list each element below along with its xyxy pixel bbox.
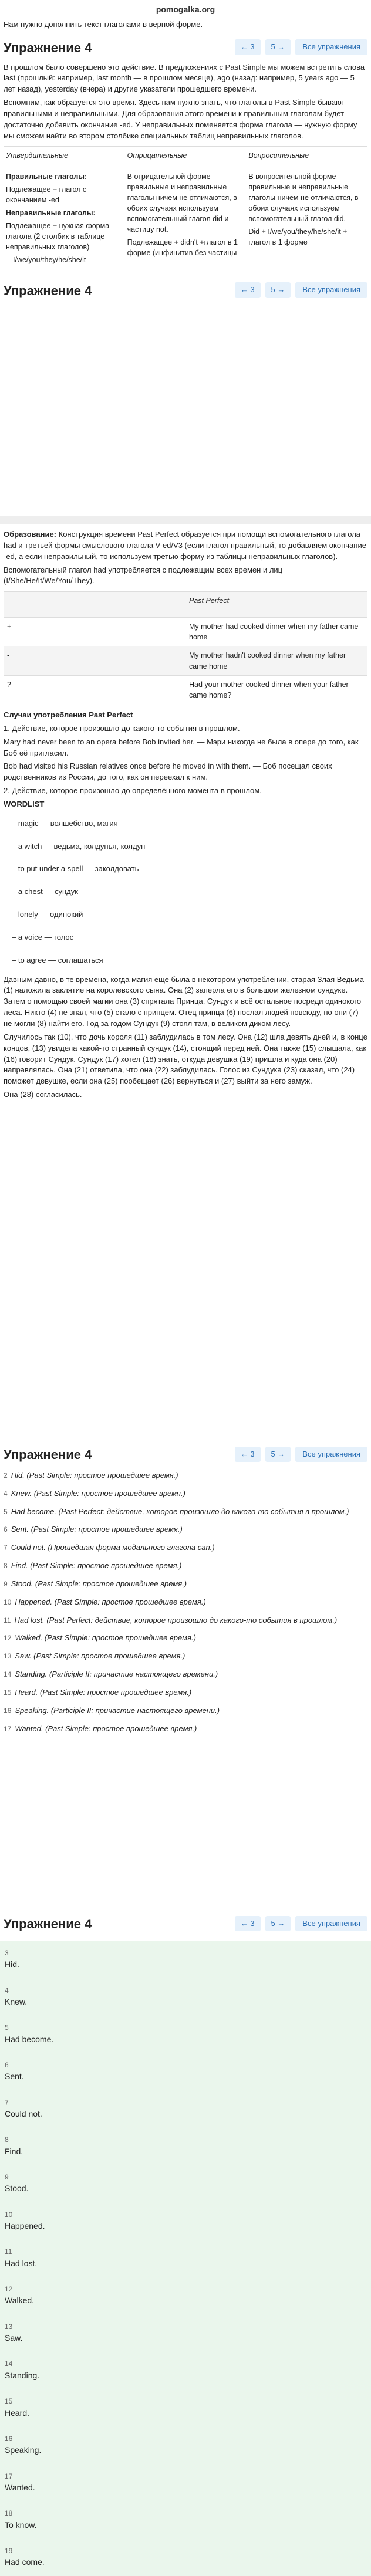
answer-text: Speaking. xyxy=(5,2445,42,2455)
answer-item xyxy=(0,2538,371,2576)
wordlist xyxy=(4,813,367,972)
prev-button[interactable]: ← 3 xyxy=(235,282,261,298)
story-text: Она (28) согласилась. xyxy=(4,1090,82,1099)
table-header: Утвердительные xyxy=(4,147,125,165)
answer-item xyxy=(4,1647,367,1666)
answer-text: Happened. (Past Simple: простое прошедшее время.) xyxy=(15,1597,206,1606)
story-text: Давным-давно, в те времена, когда магия еще была в некотором употреблении, старая Злая Ведьма (1) наложила заклятие на королевского сына. Она (2) заперла его в большом железном сундуке. Затем о помощью своей магии она (3) спрятала Принца, Сундук и всё остальное посреди одинокого леса. Никто (4) не знал, что (5) стало с принцем. Отец принца (6) послал людей повсюду, но они (7) не могли (8) найти его. Год за годом Сундук (9) стоял там, в великом диком лесу. xyxy=(4,974,364,1028)
answer-number: 7 xyxy=(4,1543,8,1552)
answer-item xyxy=(0,2501,371,2538)
section-title: Упражнение 4 xyxy=(4,40,92,55)
answer-text: Heard. xyxy=(5,2408,30,2418)
answer-number: 8 xyxy=(5,2135,9,2144)
answer-number: 13 xyxy=(5,2322,13,2331)
next-button[interactable]: 5 → xyxy=(265,1916,291,1932)
answer-text: Speaking. (Participle II: причастие настоящего времени.) xyxy=(15,1705,220,1715)
answer-number: 6 xyxy=(5,2060,9,2069)
table-sign: - xyxy=(4,646,186,675)
answer-text: Saw. xyxy=(5,2333,23,2343)
intro-text: Нам нужно дополнить текст глаголами в верной форме. xyxy=(4,19,203,29)
answer-number: 15 xyxy=(4,1688,12,1697)
nav-bar xyxy=(4,1911,367,1936)
list-item: – to put under a spell — заколдовать xyxy=(12,864,139,874)
answer-item xyxy=(4,1557,367,1575)
usage-title: Случаи употребления Past Perfect xyxy=(4,710,133,719)
answer-number: 10 xyxy=(4,1597,12,1606)
answer-number: 4 xyxy=(4,1489,8,1498)
list-item: – a chest — сундук xyxy=(12,887,78,896)
answer-item xyxy=(4,1539,367,1557)
section-answers-short xyxy=(0,1909,371,2567)
answer-text: Standing. xyxy=(5,2370,40,2380)
answers-list xyxy=(4,1467,367,1738)
answer-text: Could not. xyxy=(5,2109,42,2119)
all-exercises-button[interactable]: Все упражнения xyxy=(295,282,367,298)
section-header xyxy=(0,1909,371,1941)
answer-text: Find. (Past Simple: простое прошедшее время.) xyxy=(11,1561,182,1570)
usage-item: 2. Действие, которое произошло до определённого момента в прошлом. xyxy=(4,786,262,796)
answer-item xyxy=(4,1612,367,1630)
answer-item xyxy=(0,2127,371,2165)
answer-item xyxy=(0,2053,371,2090)
example: Mary had never been to an opera before Bob invited her. — Мэри никогда не была в опере до того, как Боб её пригласил. xyxy=(4,737,359,757)
answer-item xyxy=(0,1941,371,1978)
answer-item xyxy=(4,1521,367,1539)
table-cell: В отрицательной форме правильные и неправильные глаголы ничем не отличаются, в обоих случаях используем вспомогательный глагол did и частицу not. Подлежащее + didn't +глагол в 1 форме (инфинитив без частицы xyxy=(125,165,247,272)
next-button[interactable]: 5 → xyxy=(265,39,291,55)
answer-item xyxy=(0,2165,371,2202)
answer-number: 13 xyxy=(4,1652,12,1661)
answer-item xyxy=(4,1684,367,1702)
answer-item xyxy=(0,1978,371,2016)
answer-number: 18 xyxy=(5,2509,13,2518)
next-button[interactable]: 5 → xyxy=(265,1447,291,1463)
answer-number: 12 xyxy=(4,1634,12,1643)
nav-controls xyxy=(235,1916,367,1932)
table-header: Past Perfect xyxy=(186,591,367,617)
table-header: Вопросительные xyxy=(246,147,367,165)
list-item: – lonely — одинокий xyxy=(12,910,83,919)
prev-button[interactable]: ← 3 xyxy=(235,1447,261,1463)
answer-text: Hid. (Past Simple: простое прошедшее время.) xyxy=(11,1470,178,1480)
answer-text: Could not. (Прошедшая форма модального глагола can.) xyxy=(11,1543,215,1552)
list-item: – a voice — голос xyxy=(12,932,74,942)
answer-item xyxy=(0,2389,371,2426)
answer-text: Had lost. (Past Perfect: действие, которое произошло до какого-то события в прошлом.) xyxy=(14,1615,338,1624)
answer-number: 16 xyxy=(5,2434,13,2443)
answer-item xyxy=(0,2202,371,2240)
answer-text: Stood. xyxy=(5,2184,29,2194)
answer-text: Wanted. xyxy=(5,2482,35,2492)
answer-item xyxy=(4,1720,367,1738)
answer-item xyxy=(4,1702,367,1720)
answer-item xyxy=(4,1503,367,1521)
answer-text: Knew. xyxy=(5,1996,28,2006)
all-exercises-button[interactable]: Все упражнения xyxy=(295,1916,367,1932)
nav-controls xyxy=(235,1447,367,1463)
answer-text: Wanted. (Past Simple: простое прошедшее время.) xyxy=(15,1724,197,1733)
answer-number: 4 xyxy=(5,1986,9,1995)
paragraph: Вспомогательный глагол had употребляется с подлежащим всех времен и лиц (I/She/He/It/We/You/They). xyxy=(4,565,283,585)
next-button[interactable]: 5 → xyxy=(265,282,291,298)
table-header: Отрицательные xyxy=(125,147,247,165)
answer-text: Had become. (Past Perfect: действие, которое произошло до какого-то события в прошлом.) xyxy=(11,1507,349,1516)
answer-item xyxy=(0,2277,371,2314)
answer-number: 7 xyxy=(5,2098,9,2107)
answers-box xyxy=(0,1941,371,2576)
answer-item xyxy=(0,2239,371,2277)
section-title: Упражнение 4 xyxy=(4,1447,92,1462)
answer-number: 19 xyxy=(5,2546,13,2555)
answer-number: 17 xyxy=(5,2472,13,2480)
answer-item xyxy=(0,2426,371,2464)
answer-number: 9 xyxy=(5,2173,9,2182)
answer-item xyxy=(0,2464,371,2501)
list-item: – to agree — соглашаться xyxy=(12,955,103,964)
answer-text: Had come. xyxy=(5,2557,45,2567)
answer-text: Sent. (Past Simple: простое прошедшее время.) xyxy=(11,1525,183,1534)
list-item: – magic — волшебство, магия xyxy=(12,818,118,828)
answer-text: Stood. (Past Simple: простое прошедшее время.) xyxy=(11,1579,187,1588)
answer-text: Happened. xyxy=(5,2221,45,2231)
nav-bar xyxy=(4,1442,367,1467)
answer-number: 5 xyxy=(5,2023,9,2032)
story-text: Случилось так (10), что дочь короля (11) заблудилась в том лесу. Она (12) шла девять дней и, в конце концов, (13) увидела какой-то странный сундук (14), стоящий перед ней. Она также (15) слышала, как (16) говорит Сундук. Сундук (17) хотел (18) знать, откуда девушка (19) пришла и куда она (20) направлялась. Она (21) ответила, что она (22) заблудилась. Голос из Сундука (23) сказал, что (24) поможет девушке, если она (25) пообещает (26) вернуться и (27) выйти за него замуж. xyxy=(4,1032,367,1086)
table-cell: В вопросительной форме правильные и неправильные глаголы ничем не отличаются, в обоих случаях используем вспомогательный глагол did. Did + I/we/you/they/he/she/it + глагол в 1 форме xyxy=(246,165,367,272)
paragraph: В прошлом было совершено это действие. В предложениях с Past Simple мы можем встретить слова last (прошлый: например, last month — в прошлом месяце), ago (назад: например, 5 years ago — 5 лет назад), yesterday (вчера) и другие указатели прошедшего времени. xyxy=(4,62,365,94)
answer-number: 3 xyxy=(5,1948,9,1957)
table-example: My mother had cooked dinner when my father came home xyxy=(186,617,367,646)
wordlist-title: WORDLIST xyxy=(4,799,45,808)
table-sign: + xyxy=(4,617,186,646)
paragraph: Вспомним, как образуется это время. Здесь нам нужно знать, что глаголы в Past Simple бывают правильными и неправильными. Для образования этого времени к правильным глаголам будет достаточно добавить окончание -ed. У неправильных поменяется форма глагола — нужную форму мы сможем найти во втором столбике специальных таблиц неправильных глаголов. xyxy=(4,98,357,140)
nav-controls xyxy=(235,39,367,55)
answer-number: 9 xyxy=(4,1579,8,1588)
answer-number: 16 xyxy=(4,1706,12,1715)
answer-text: Saw. (Past Simple: простое прошедшее время.) xyxy=(15,1651,186,1661)
prev-button[interactable]: ← 3 xyxy=(235,1916,261,1932)
section-title: Упражнение 4 xyxy=(4,1917,92,1931)
answer-text: Hid. xyxy=(5,1959,19,1969)
answer-text: Heard. (Past Simple: простое прошедшее время.) xyxy=(15,1688,192,1697)
answer-item xyxy=(4,1666,367,1684)
section-past-perfect xyxy=(0,524,371,1440)
answer-number: 17 xyxy=(4,1724,12,1733)
answer-text: Had become. xyxy=(5,2034,54,2044)
answer-text: Walked. xyxy=(5,2296,35,2306)
answer-number: 2 xyxy=(4,1471,8,1480)
answer-item xyxy=(4,1629,367,1647)
section-answers-explained xyxy=(0,1440,371,1909)
answer-item xyxy=(4,1485,367,1503)
prev-button[interactable]: ← 3 xyxy=(235,39,261,55)
answer-item xyxy=(0,2090,371,2128)
table-sign: ? xyxy=(4,675,186,704)
example: Bob had visited his Russian relatives once before he moved in with them. — Боб посещал своих родственников из России, до того, как он переехал к ним. xyxy=(4,761,332,782)
nav-bar-bottom xyxy=(4,278,367,303)
table-example: Had your mother cooked dinner when your father came home? xyxy=(186,675,367,704)
answer-number: 11 xyxy=(4,1616,11,1624)
nav-controls xyxy=(235,282,367,298)
answer-number: 11 xyxy=(5,2247,12,2256)
nav-bar xyxy=(4,35,367,60)
answer-item xyxy=(4,1575,367,1593)
table-cell xyxy=(4,591,186,617)
answer-number: 14 xyxy=(5,2360,13,2368)
section-past-simple xyxy=(0,0,371,516)
all-exercises-button[interactable]: Все упражнения xyxy=(295,39,367,55)
answer-item xyxy=(4,1593,367,1612)
answer-item xyxy=(4,1467,367,1485)
examples-table xyxy=(4,591,367,704)
answer-text: Sent. xyxy=(5,2071,24,2081)
paragraph: Образование: Конструкция времени Past Perfect образуется при помощи вспомогательного глагола had и третьей формы смыслового глагола V-ed/V3 (если глагол правильный, то добавляем окончание -ed, а если неправильный, то используем третью форму из таблицы неправильных глаголов). xyxy=(4,530,366,561)
table-cell: Правильные глаголы: Подлежащее + глагол с окончанием -ed Неправильные глаголы: Подлежащее + нужная форма глагола (2 столбик в таблице неправильных глаголов) I/we/you/they/he/she/it xyxy=(4,165,125,272)
answer-number: 15 xyxy=(5,2397,13,2406)
rules-table xyxy=(4,146,367,272)
all-exercises-button[interactable]: Все упражнения xyxy=(295,1447,367,1463)
answer-text: Standing. (Participle II: причастие настоящего времени.) xyxy=(15,1670,218,1679)
section-title: Упражнение 4 xyxy=(4,283,92,298)
list-item: – a witch — ведьма, колдунья, колдун xyxy=(12,841,146,851)
answer-number: 6 xyxy=(4,1525,8,1534)
answer-text: Knew. (Past Simple: простое прошедшее время.) xyxy=(11,1488,186,1498)
answer-text: Had lost. xyxy=(5,2258,38,2268)
answer-text: To know. xyxy=(5,2520,37,2530)
answer-item xyxy=(0,2351,371,2389)
answer-number: 14 xyxy=(4,1670,12,1679)
answer-item xyxy=(0,2015,371,2053)
separator xyxy=(0,516,371,524)
usage-item: 1. Действие, которое произошло до какого-то события в прошлом. xyxy=(4,723,240,733)
answer-number: 5 xyxy=(4,1507,8,1516)
answer-number: 10 xyxy=(5,2210,13,2219)
watermark: pomogalka.org xyxy=(156,5,215,14)
answer-number: 12 xyxy=(5,2285,13,2294)
answer-number: 8 xyxy=(4,1562,8,1570)
answer-text: Find. xyxy=(5,2146,23,2156)
answer-item xyxy=(0,2314,371,2352)
answer-text: Walked. (Past Simple: простое прошедшее время.) xyxy=(15,1633,196,1643)
table-example: My mother hadn't cooked dinner when my father came home xyxy=(186,646,367,675)
